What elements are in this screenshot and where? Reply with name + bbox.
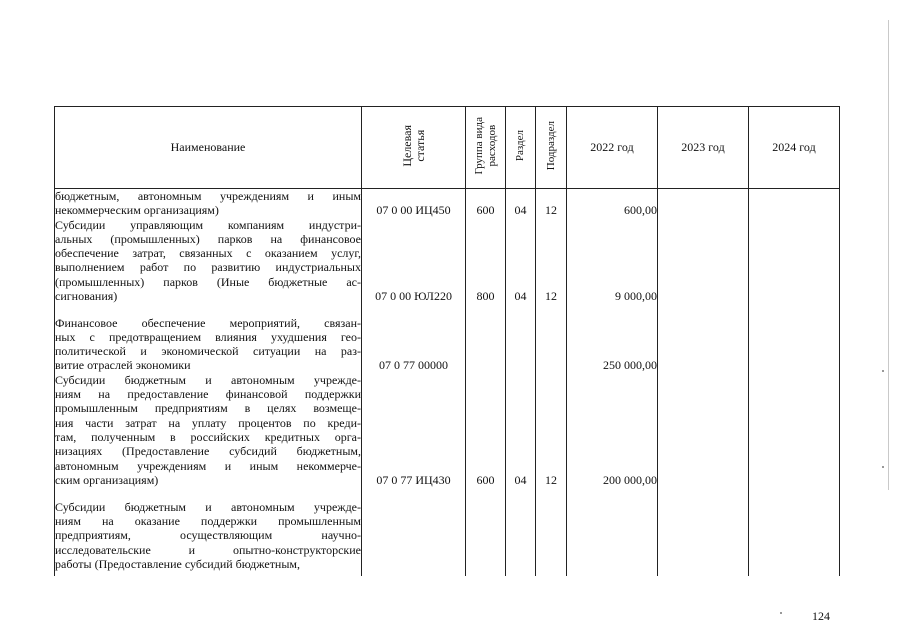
row-2024-cell: [749, 500, 840, 576]
row-group-value: [466, 316, 505, 359]
row-name-line: бюджетным, автономным учреждениям и иным: [55, 189, 361, 203]
page-number: 124: [812, 609, 830, 623]
row-subsection-cell: [536, 373, 567, 500]
row-name-line: Субсидии бюджетным и автономным учрежде-: [55, 372, 361, 387]
row-group-cell: [466, 373, 506, 500]
row-subsection-cell: [536, 218, 567, 316]
row-target-cell: [362, 373, 466, 500]
row-group-cell: [466, 218, 506, 316]
scan-page-edge: [888, 20, 889, 490]
row-section-value: 04: [514, 203, 527, 218]
row-name-line: Субсидии бюджетным и автономным учрежде-: [55, 499, 361, 514]
row-y2022-cell: [567, 373, 658, 500]
row-2023-cell: [658, 500, 749, 576]
row-name-line: низациях (Предоставление субсидий бюджетным,: [55, 444, 361, 459]
row-target-cell: [362, 316, 466, 373]
row-target-value: 07 0 77 ИЦ430: [376, 472, 451, 487]
budget-table: [54, 106, 840, 576]
row-target-cell: [362, 218, 466, 316]
row-name-cell: [55, 373, 362, 500]
header-section-label: Раздел: [514, 129, 526, 162]
row-y2022-cell: [567, 218, 658, 316]
row-subsection-value: 12: [545, 289, 557, 304]
row-y2022-value: 200 000,00: [603, 472, 657, 487]
row-2024-cell: [749, 373, 840, 500]
row-section-cell: [506, 189, 536, 218]
header-group: [466, 107, 506, 189]
header-target-label: Целевая статья: [399, 124, 427, 167]
row-name-line: альных (промышленных) парков на финансовое: [55, 231, 361, 246]
row-subsection-cell: [536, 500, 567, 576]
row-target-value: [362, 500, 465, 557]
header-2022: [567, 107, 658, 189]
row-2023-cell: [658, 316, 749, 373]
scan-speck: [780, 612, 782, 614]
header-section: [506, 107, 536, 189]
row-name-cell: [55, 316, 362, 373]
table-row: [55, 316, 840, 373]
row-target-value: 07 0 77 00000: [379, 358, 448, 373]
row-section-cell: [506, 316, 536, 373]
row-subsection-value: [536, 500, 566, 557]
row-section-cell: [506, 500, 536, 576]
row-name-line: исследовательские и опытно-конструкторские: [55, 542, 361, 557]
row-target-cell: [362, 500, 466, 576]
row-y2022-cell: [567, 500, 658, 576]
row-y2022-value: 9 000,00: [615, 289, 657, 304]
row-name-line: выполнением работ по развитию индустриальных: [55, 260, 361, 275]
row-subsection-cell: [536, 316, 567, 373]
table-row: [55, 373, 840, 500]
row-group-value: 800: [476, 289, 495, 304]
row-name-cell: [55, 189, 362, 218]
row-subsection-value: 12: [545, 203, 557, 218]
row-target-value: 07 0 00 ИЦ450: [376, 203, 451, 218]
row-target-value: 07 0 00 ЮЛ220: [375, 289, 452, 304]
row-section-value: 04: [514, 472, 527, 487]
table-row: [55, 218, 840, 316]
row-name-line: работы (Предоставление субсидий бюджетным,: [55, 556, 301, 571]
row-2023-cell: [658, 218, 749, 316]
row-name-line: ниям на оказание поддержки промышленным: [55, 514, 361, 529]
row-name-line: витие отраслей экономики: [55, 358, 191, 373]
row-name-line: ским организациям): [55, 472, 159, 487]
row-subsection-value: [536, 316, 566, 359]
row-name-line: некоммерческим организациям): [55, 203, 219, 218]
row-y2022-value: [567, 500, 657, 557]
row-subsection-value: 12: [545, 472, 557, 487]
header-group-label: Группа вида расходов: [472, 116, 498, 175]
row-name-line: обеспечение затрат, связанных с оказанием услуг,: [55, 246, 361, 261]
row-y2022-value: 600,00: [624, 203, 657, 218]
row-name-line: ния части затрат на уплату процентов по креди-: [55, 415, 361, 430]
row-y2022-cell: [567, 316, 658, 373]
row-name-line: там, полученным в российских кредитных орга-: [55, 429, 361, 444]
scan-speck: [882, 370, 884, 372]
row-2024-cell: [749, 218, 840, 316]
header-subsection-label: Подраздел: [544, 120, 557, 171]
row-group-value: 600: [476, 472, 495, 487]
row-name-line: автономным учреждениям и иным некоммерче-: [55, 458, 361, 473]
row-name-line: ниям на предоставление финансовой поддержки: [55, 387, 361, 402]
header-2022-label: 2022 год: [590, 140, 634, 154]
row-y2022-value: 250 000,00: [603, 358, 657, 373]
header-2023-label: 2023 год: [681, 140, 725, 154]
row-2024-cell: [749, 189, 840, 218]
row-section-value: 04: [514, 289, 527, 304]
row-group-value: 600: [476, 203, 495, 218]
row-name-line: ных с предотвращением влияния ухудшения гео-: [55, 329, 361, 344]
row-y2022-cell: [567, 189, 658, 218]
row-section-cell: [506, 373, 536, 500]
row-2023-cell: [658, 189, 749, 218]
row-group-value: [466, 500, 505, 557]
scan-speck: [882, 466, 884, 468]
row-name-line: политической и экономической ситуации на раз-: [55, 344, 361, 359]
header-name-label: Наименование: [170, 140, 246, 154]
header-2024-label: 2024 год: [772, 140, 816, 154]
row-2023-cell: [658, 373, 749, 500]
row-section-cell: [506, 218, 536, 316]
table-row: [55, 189, 840, 218]
row-name-line: Финансовое обеспечение мероприятий, связан-: [55, 315, 361, 330]
row-name-line: сигнования): [55, 289, 118, 304]
row-name-line: промышленным предприятиям в целях возмеще-: [55, 401, 361, 416]
row-name-line: Субсидии управляющим компаниям индустри-: [55, 217, 361, 232]
row-name-line: (промышленных) парков (Иные бюджетные ас-: [55, 274, 361, 289]
header-name: [55, 107, 362, 189]
row-group-cell: [466, 500, 506, 576]
table-row: [55, 500, 840, 576]
row-group-cell: [466, 189, 506, 218]
row-2024-cell: [749, 316, 840, 373]
row-group-cell: [466, 316, 506, 373]
table-body: [55, 189, 840, 576]
row-name-line: предприятиям, осуществляющим научно-: [55, 528, 361, 543]
row-name-cell: [55, 500, 362, 576]
row-section-value: [506, 316, 535, 359]
row-subsection-cell: [536, 189, 567, 218]
header-2024: [749, 107, 840, 189]
row-name-cell: [55, 218, 362, 316]
row-target-cell: [362, 189, 466, 218]
table-header-row: [55, 107, 840, 189]
header-subsection: [536, 107, 567, 189]
header-target: [362, 107, 466, 189]
row-section-value: [506, 500, 535, 557]
header-2023: [658, 107, 749, 189]
